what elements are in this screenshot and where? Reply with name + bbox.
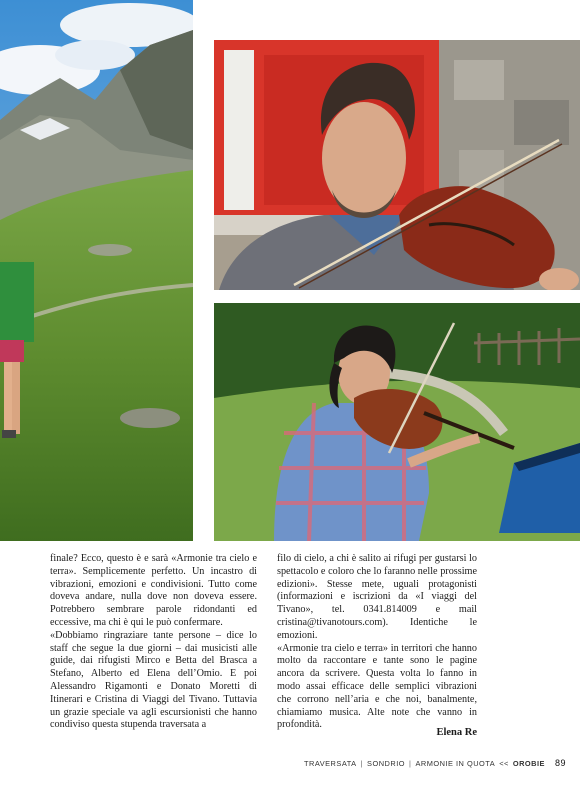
article-paragraph: «Dobbiamo ringraziare tante persone – dice lo staff che segue la due giorni – dai musicisti alle guide, dai rifugisti Mirco e Betta del Brasca a Stefano, Alberto ed Elena dell’Omio. E poi Alessandro Rigamonti e Donato Moretti di Itinerari e Cristina di Viaggi del Tivano. Tuttavia un grazie speciale va agli escursionisti che hanno condiviso questa stupenda traversata a [50, 629, 257, 731]
footer-topic: ARMONIE IN QUOTA [415, 758, 496, 768]
article-column-right [277, 553, 477, 732]
page-footer [304, 758, 566, 768]
footer-separator: | [409, 758, 412, 768]
article-paragraph: filo di cielo, a chi è salito ai rifugi per gustarsi lo spettacolo e coloro che lo faranno nelle prossime edizioni». Stesse mete, uguali protagonisti (informazioni e iscrizioni da «I viaggi del Tivano», tel. 0341.814009 e mail cristina@tivanotours.com). Identiche le emozioni. [277, 553, 477, 641]
magazine-brand: OROBIE [512, 758, 545, 768]
article-column-left [50, 553, 257, 732]
footer-separator: | [360, 758, 364, 768]
man-violinist-photo [214, 40, 580, 290]
article-paragraph: «Armonie tra cielo e terra» in territori che hanno molto da raccontare e tante sono le pagine ancora da scrivere. Questa volta lo fanno in modo assai efficace delle semplici vibrazioni che corrono nell’aria e che noi, banalmente, chiamiamo musica. Alte note che vanno in profondità. [277, 642, 477, 731]
mountain-trail-photo [0, 0, 193, 541]
page-number: 89 [554, 758, 566, 768]
footer-place: SONDRIO [367, 758, 406, 768]
author-signature: Elena Re [436, 727, 477, 738]
article-paragraph: finale? Ecco, questo è e sarà «Armonie tra cielo e terra». Semplicemente perfetto. Un incastro di vibrazioni, emozioni e condivisioni. Tutto come doveva andare, nulla dove non doveva essere. Potrebbero sembrare parole ridondanti ed eccessive, ma chi è qui le può confermare. [50, 553, 257, 628]
woman-violinist-photo [214, 303, 580, 541]
footer-arrows: << [499, 758, 509, 768]
footer-section: TRAVERSATA [303, 758, 357, 768]
